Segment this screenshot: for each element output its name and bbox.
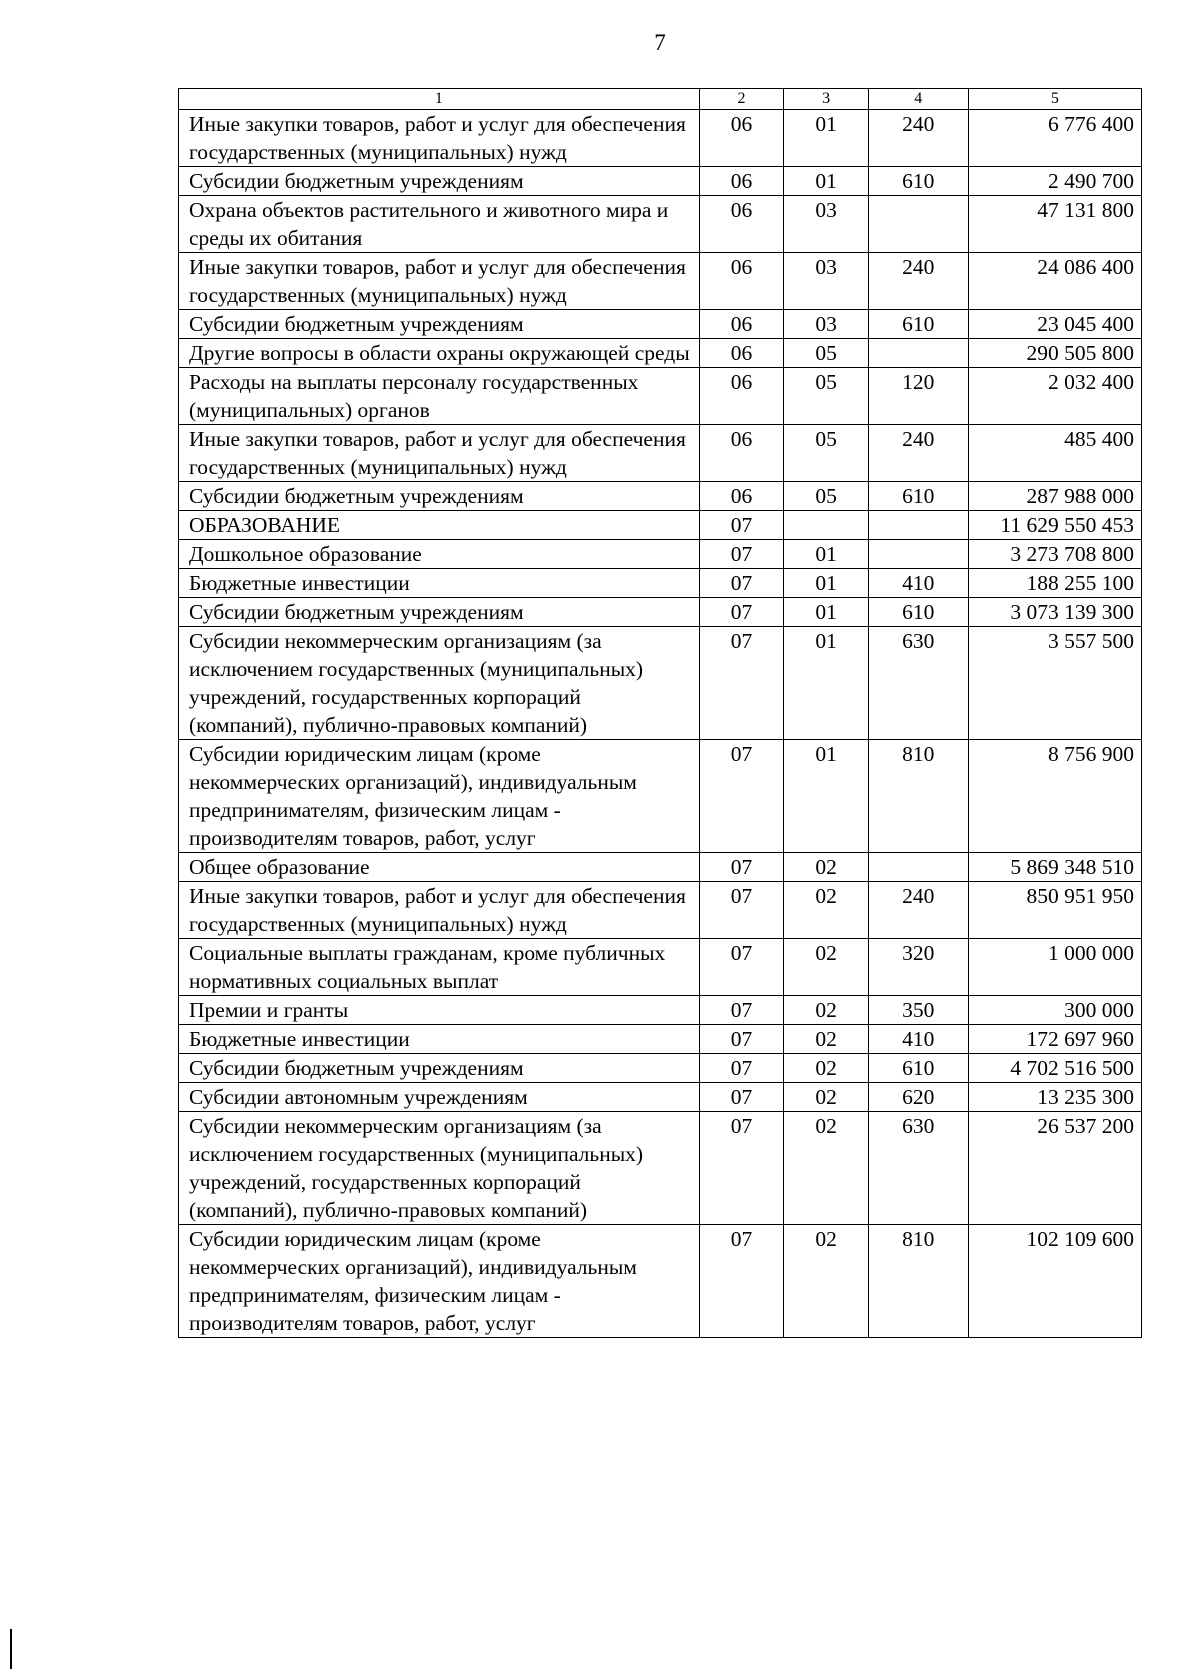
row-type-cell: 630 [868, 627, 968, 740]
row-amount-cell: 172 697 960 [968, 1025, 1141, 1054]
row-section-cell: 07 [699, 569, 784, 598]
row-subsection-cell: 02 [784, 1083, 869, 1112]
row-type-cell: 620 [868, 1083, 968, 1112]
row-section-cell: 06 [699, 425, 784, 482]
row-amount-cell: 485 400 [968, 425, 1141, 482]
row-type-cell: 240 [868, 425, 968, 482]
row-name-cell: Охрана объектов растительного и животного мира и среды их обитания [179, 196, 700, 253]
table-row [179, 598, 1142, 627]
row-amount-cell: 11 629 550 453 [968, 511, 1141, 540]
row-section-cell: 07 [699, 740, 784, 853]
column-header: 3 [784, 89, 869, 110]
table-row [179, 482, 1142, 511]
table-row [179, 996, 1142, 1025]
row-type-cell [868, 853, 968, 882]
row-subsection-cell: 03 [784, 196, 869, 253]
table-row [179, 196, 1142, 253]
row-type-cell [868, 511, 968, 540]
table-row [179, 1112, 1142, 1225]
row-subsection-cell: 02 [784, 1112, 869, 1225]
row-name-cell: Субсидии бюджетным учреждениям [179, 310, 700, 339]
row-name-cell: Расходы на выплаты персоналу государственных (муниципальных) органов [179, 368, 700, 425]
row-type-cell: 810 [868, 740, 968, 853]
table-row [179, 110, 1142, 167]
row-type-cell: 320 [868, 939, 968, 996]
row-amount-cell: 3 273 708 800 [968, 540, 1141, 569]
row-amount-cell: 287 988 000 [968, 482, 1141, 511]
table-row [179, 853, 1142, 882]
row-type-cell: 240 [868, 110, 968, 167]
budget-table [178, 88, 1142, 1338]
row-subsection-cell: 02 [784, 853, 869, 882]
row-amount-cell: 6 776 400 [968, 110, 1141, 167]
row-name-cell: Иные закупки товаров, работ и услуг для обеспечения государственных (муниципальных) нужд [179, 253, 700, 310]
row-name-cell: Бюджетные инвестиции [179, 569, 700, 598]
row-amount-cell: 13 235 300 [968, 1083, 1141, 1112]
row-type-cell: 810 [868, 1225, 968, 1338]
row-name-cell: Субсидии автономным учреждениям [179, 1083, 700, 1112]
row-subsection-cell: 02 [784, 1054, 869, 1083]
row-name-cell: Субсидии юридическим лицам (кроме некоммерческих организаций), индивидуальным предпринимателям, физическим лицам - производителям товаров, работ, услуг [179, 740, 700, 853]
row-section-cell: 07 [699, 627, 784, 740]
row-subsection-cell: 05 [784, 339, 869, 368]
row-type-cell: 610 [868, 598, 968, 627]
row-type-cell: 410 [868, 569, 968, 598]
row-name-cell: Иные закупки товаров, работ и услуг для обеспечения государственных (муниципальных) нужд [179, 110, 700, 167]
row-subsection-cell: 01 [784, 540, 869, 569]
row-amount-cell: 850 951 950 [968, 882, 1141, 939]
table-row [179, 310, 1142, 339]
row-amount-cell: 2 490 700 [968, 167, 1141, 196]
row-subsection-cell: 02 [784, 1225, 869, 1338]
row-type-cell: 240 [868, 253, 968, 310]
row-subsection-cell: 02 [784, 1025, 869, 1054]
row-amount-cell: 5 869 348 510 [968, 853, 1141, 882]
row-type-cell: 630 [868, 1112, 968, 1225]
row-section-cell: 06 [699, 196, 784, 253]
row-amount-cell: 47 131 800 [968, 196, 1141, 253]
row-type-cell: 350 [868, 996, 968, 1025]
row-section-cell: 06 [699, 339, 784, 368]
row-amount-cell: 4 702 516 500 [968, 1054, 1141, 1083]
row-name-cell: Субсидии юридическим лицам (кроме некоммерческих организаций), индивидуальным предпринимателям, физическим лицам - производителям товаров, работ, услуг [179, 1225, 700, 1338]
row-section-cell: 07 [699, 882, 784, 939]
row-subsection-cell: 02 [784, 996, 869, 1025]
row-section-cell: 06 [699, 310, 784, 339]
row-subsection-cell: 05 [784, 425, 869, 482]
row-type-cell [868, 196, 968, 253]
row-type-cell: 610 [868, 167, 968, 196]
row-subsection-cell [784, 511, 869, 540]
row-section-cell: 07 [699, 511, 784, 540]
row-subsection-cell: 02 [784, 882, 869, 939]
row-amount-cell: 1 000 000 [968, 939, 1141, 996]
row-section-cell: 07 [699, 1112, 784, 1225]
row-name-cell: Премии и гранты [179, 996, 700, 1025]
table-header-row [179, 89, 1142, 110]
row-name-cell: Субсидии бюджетным учреждениям [179, 1054, 700, 1083]
row-name-cell: Общее образование [179, 853, 700, 882]
table-row [179, 1054, 1142, 1083]
page-edge-mark [0, 1629, 12, 1669]
table-row [179, 1025, 1142, 1054]
row-section-cell: 07 [699, 1054, 784, 1083]
row-amount-cell: 23 045 400 [968, 310, 1141, 339]
row-name-cell: Субсидии некоммерческим организациям (за исключением государственных (муниципальных) учреждений, государственных корпораций (компаний), публично-правовых компаний) [179, 627, 700, 740]
row-section-cell: 06 [699, 253, 784, 310]
row-subsection-cell: 05 [784, 368, 869, 425]
table-row [179, 167, 1142, 196]
row-amount-cell: 26 537 200 [968, 1112, 1141, 1225]
row-section-cell: 07 [699, 996, 784, 1025]
row-subsection-cell: 01 [784, 740, 869, 853]
row-type-cell: 410 [868, 1025, 968, 1054]
row-section-cell: 07 [699, 1225, 784, 1338]
row-section-cell: 06 [699, 167, 784, 196]
table-row [179, 511, 1142, 540]
table-row [179, 253, 1142, 310]
row-subsection-cell: 03 [784, 253, 869, 310]
row-subsection-cell: 01 [784, 569, 869, 598]
row-amount-cell: 188 255 100 [968, 569, 1141, 598]
row-type-cell: 610 [868, 482, 968, 511]
row-amount-cell: 3 073 139 300 [968, 598, 1141, 627]
table-row [179, 1083, 1142, 1112]
row-section-cell: 07 [699, 598, 784, 627]
row-section-cell: 07 [699, 540, 784, 569]
page-number: 7 [654, 30, 666, 55]
row-name-cell: Дошкольное образование [179, 540, 700, 569]
column-header: 2 [699, 89, 784, 110]
row-section-cell: 06 [699, 368, 784, 425]
table-row [179, 368, 1142, 425]
row-amount-cell: 290 505 800 [968, 339, 1141, 368]
row-name-cell: ОБРАЗОВАНИЕ [179, 511, 700, 540]
row-name-cell: Бюджетные инвестиции [179, 1025, 700, 1054]
row-amount-cell: 2 032 400 [968, 368, 1141, 425]
row-name-cell: Иные закупки товаров, работ и услуг для обеспечения государственных (муниципальных) нужд [179, 425, 700, 482]
row-name-cell: Иные закупки товаров, работ и услуг для обеспечения государственных (муниципальных) нужд [179, 882, 700, 939]
row-subsection-cell: 01 [784, 627, 869, 740]
row-subsection-cell: 03 [784, 310, 869, 339]
table-row [179, 425, 1142, 482]
table-row [179, 740, 1142, 853]
row-name-cell: Субсидии бюджетным учреждениям [179, 482, 700, 511]
row-type-cell: 610 [868, 1054, 968, 1083]
row-section-cell: 07 [699, 939, 784, 996]
row-section-cell: 06 [699, 110, 784, 167]
row-section-cell: 07 [699, 853, 784, 882]
row-name-cell: Другие вопросы в области охраны окружающей среды [179, 339, 700, 368]
row-type-cell [868, 540, 968, 569]
row-name-cell: Субсидии некоммерческим организациям (за исключением государственных (муниципальных) учреждений, государственных корпораций (компаний), публично-правовых компаний) [179, 1112, 700, 1225]
row-name-cell: Субсидии бюджетным учреждениям [179, 167, 700, 196]
table-row [179, 939, 1142, 996]
table-row [179, 540, 1142, 569]
row-subsection-cell: 01 [784, 167, 869, 196]
table-row [179, 1225, 1142, 1338]
column-header: 5 [968, 89, 1141, 110]
table-row [179, 339, 1142, 368]
row-section-cell: 07 [699, 1083, 784, 1112]
row-subsection-cell: 01 [784, 110, 869, 167]
row-amount-cell: 8 756 900 [968, 740, 1141, 853]
table-row [179, 882, 1142, 939]
row-subsection-cell: 05 [784, 482, 869, 511]
row-type-cell: 610 [868, 310, 968, 339]
row-type-cell [868, 339, 968, 368]
row-amount-cell: 24 086 400 [968, 253, 1141, 310]
row-type-cell: 240 [868, 882, 968, 939]
row-amount-cell: 300 000 [968, 996, 1141, 1025]
row-section-cell: 07 [699, 1025, 784, 1054]
row-amount-cell: 102 109 600 [968, 1225, 1141, 1338]
row-subsection-cell: 02 [784, 939, 869, 996]
row-name-cell: Субсидии бюджетным учреждениям [179, 598, 700, 627]
row-amount-cell: 3 557 500 [968, 627, 1141, 740]
column-header: 1 [179, 89, 700, 110]
table-row [179, 627, 1142, 740]
table-row [179, 569, 1142, 598]
row-type-cell: 120 [868, 368, 968, 425]
row-subsection-cell: 01 [784, 598, 869, 627]
column-header: 4 [868, 89, 968, 110]
row-name-cell: Социальные выплаты гражданам, кроме публичных нормативных социальных выплат [179, 939, 700, 996]
row-section-cell: 06 [699, 482, 784, 511]
